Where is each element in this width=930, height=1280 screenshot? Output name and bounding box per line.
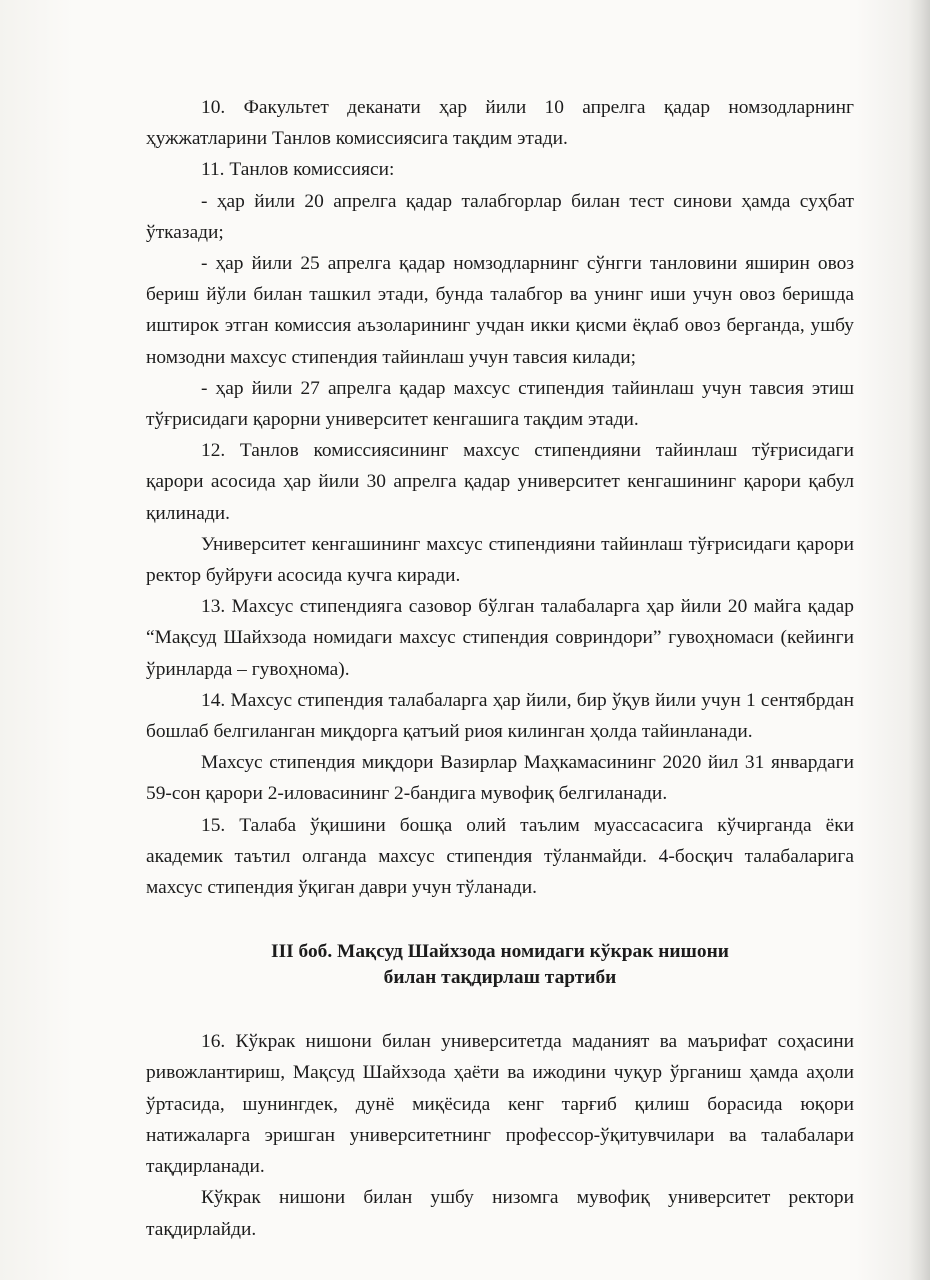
chapter-heading-line-1: III боб. Мақсуд Шайхзода номидаги кўкрак нишони — [271, 941, 729, 963]
paragraph-11-item-1: - ҳар йили 20 апрелга қадар талабгорлар билан тест синови ҳамда суҳбат ўтказади; — [146, 190, 854, 243]
paragraph-15: 15. Талаба ўқишини бошқа олий таълим муассасасига кўчирганда ёки академик таътил олганда махсус стипендия тўланмайди. 4-босқич талабаларига махсус стипендия ўқиган даври учун тўланади. — [146, 814, 854, 899]
paragraph-16-note: Кўкрак нишони билан ушбу низомга мувофиқ университет ректори тақдирлайди. — [146, 1187, 854, 1240]
paragraph-11-item-2: - ҳар йили 25 апрелга қадар номзодларнинг сўнгги танловини яширин овоз бериш йўли билан ташкил этади, бунда талабгор ва унинг иши учун овоз беришда иштирок этган комиссия аъзоларининг учдан икки қисми ёқлаб овоз берганда, ушбу номзодни махсус стипендия тайинлаш учун тавсия килади; — [146, 253, 854, 368]
document-body — [146, 92, 854, 1245]
paragraph-12: 12. Танлов комиссиясининг махсус стипендияни тайинлаш тўғрисидаги қарори асосида ҳар йили 30 апрелга қадар университет кенгашининг қарори қабул қилинади. — [146, 440, 854, 524]
paragraph-16: 16. Кўкрак нишони билан университетда маданият ва маърифат соҳасини ривожлантириш, Мақсуд Шайхзода ҳаёти ва ижодини чуқур ўрганиш ҳамда аҳоли ўртасида, шунингдек, дунё миқёсида кенг тарғиб қилиш борасида юқори натижаларга эришган университетнинг профессор-ўқитувчилари ва талабалари тақдирланади. — [146, 1031, 854, 1178]
chapter-heading-line-2: билан тақдирлаш тартиби — [383, 967, 617, 989]
paragraph-11-item-3: - ҳар йили 27 апрелга қадар махсус стипендия тайинлаш учун тавсия этиш тўғрисидаги қарорни университет кенгашига тақдим этади. — [146, 377, 854, 431]
paragraph-11: 11. Танлов комиссияси: — [201, 159, 395, 181]
paragraph-14: 14. Махсус стипендия талабаларга ҳар йили, бир ўқув йили учун 1 сентябрдан бошлаб белгиланган миқдорга қатъий риоя килинган ҳолда тайинланади. — [146, 689, 854, 743]
paragraph-12-note: Университет кенгашининг махсус стипендияни тайинлаш тўғрисидаги қарори ректор буйруғи асосида кучга киради. — [146, 533, 854, 587]
chapter-heading — [146, 939, 854, 991]
page-edge-shadow — [908, 0, 930, 1280]
paragraph-14-note: Махсус стипендия миқдори Вазирлар Маҳкамасининг 2020 йил 31 январдаги 59-сон қарори 2-иловасининг 2-бандига мувофиқ белгиланади. — [146, 752, 854, 805]
paragraph-10: 10. Факультет деканати ҳар йили 10 апрелга қадар номзодларнинг ҳужжатларини Танлов комиссиясига тақдим этади. — [146, 97, 854, 150]
paragraph-13: 13. Махсус стипендияга сазовор бўлган талабаларга ҳар йили 20 майга қадар “Мақсуд Шайхзода номидаги махсус стипендия совриндори” гувоҳномаси (кейинги ўринларда – гувоҳнома). — [146, 596, 854, 680]
